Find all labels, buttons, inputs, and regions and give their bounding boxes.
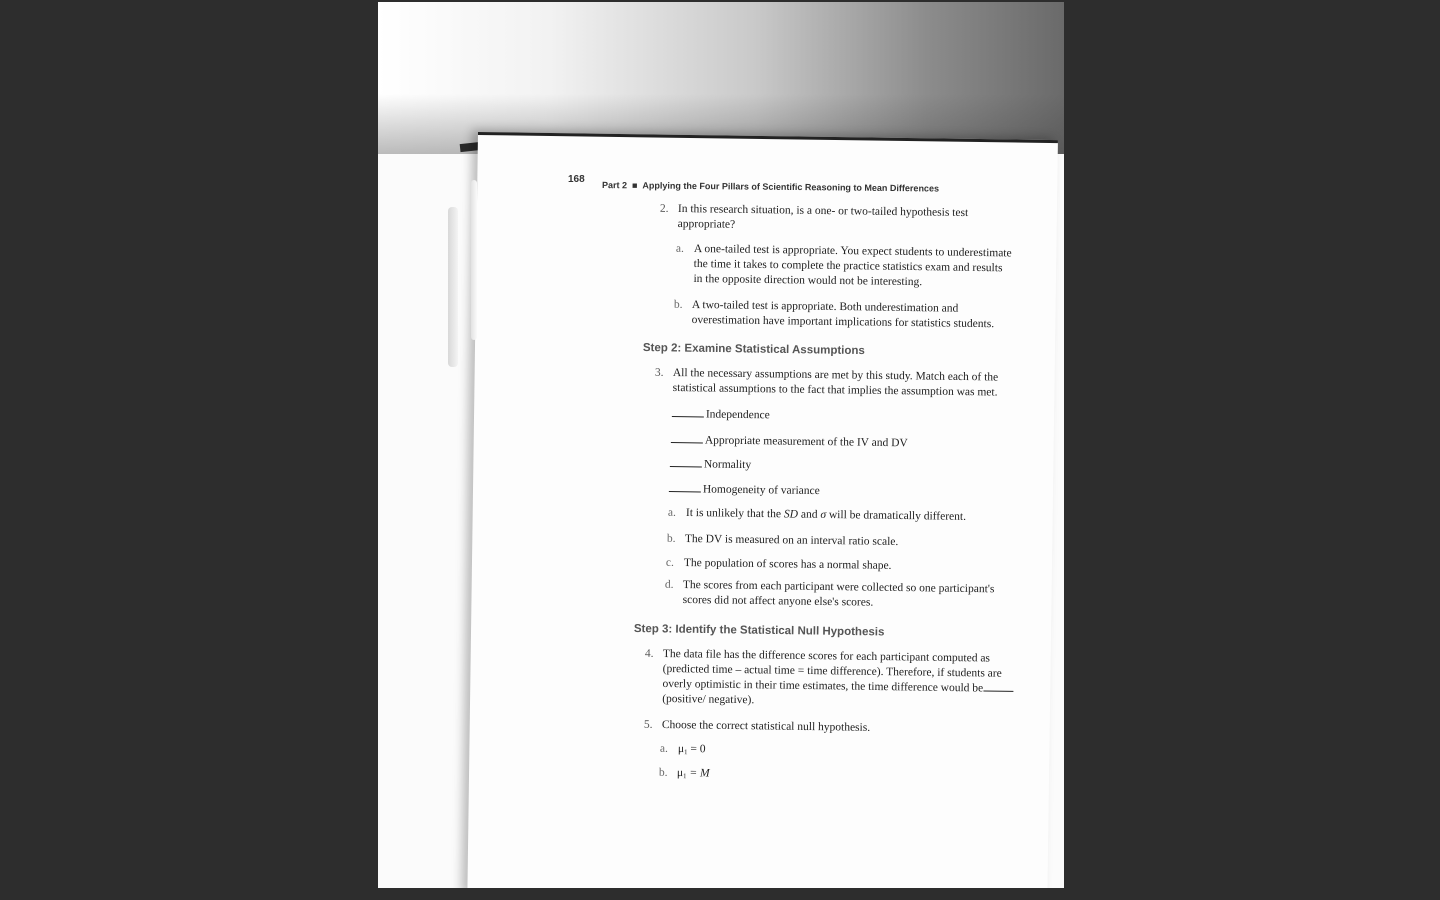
- option-label: b.: [673, 298, 683, 311]
- running-head-title: Applying the Four Pillars of Scientific Reasoning to Mean Differences: [642, 180, 940, 194]
- answer-blank[interactable]: [669, 491, 701, 492]
- question-number: 3.: [654, 366, 664, 379]
- hypothesis-rhs: = M: [689, 767, 710, 780]
- fact-c: [665, 556, 1024, 576]
- q5-option-a: [659, 742, 706, 760]
- q2-option-a: [675, 242, 1014, 291]
- assumption-label: Appropriate measurement of the IV and DV: [704, 434, 908, 450]
- question-number: 2.: [659, 202, 669, 215]
- fact-text: The DV is measured on an interval ratio scale.: [684, 532, 899, 548]
- running-head-separator: ■: [631, 180, 638, 191]
- question-text: In this research situation, is a one- or two-tailed hypothesis test appropriate?: [677, 202, 969, 231]
- assumption-label: Homogeneity of variance: [702, 483, 820, 498]
- q5-option-b: [658, 766, 710, 784]
- assumption-normality: [670, 457, 751, 473]
- page-content: [378, 2, 1064, 888]
- mu-symbol: μ: [676, 766, 684, 780]
- option-label: d.: [664, 578, 674, 591]
- q2-option-b: [673, 298, 1016, 333]
- fact-text: The population of scores has a normal shape.: [683, 556, 892, 572]
- answer-blank[interactable]: [672, 416, 704, 417]
- option-label: b.: [666, 532, 676, 545]
- option-text: A one-tailed test is appropriate. You expect students to underestimate the time it takes to complete the practice statistics exam and results in the opposite direction would not be interesting.: [693, 242, 1012, 289]
- assumption-measurement: [671, 433, 908, 451]
- question-2: [659, 202, 978, 236]
- mu-subscript: 1: [682, 772, 687, 781]
- option-text: A two-tailed test is appropriate. Both underestimation and overestimation have important implications for statistics students.: [691, 298, 995, 331]
- answer-blank[interactable]: [670, 466, 702, 467]
- question-text-post: (positive/ negative).: [662, 692, 755, 707]
- option-label: a.: [659, 742, 668, 755]
- hypothesis-rhs: = 0: [690, 743, 706, 756]
- step-3-heading: Step 3: Identify the Statistical Null Hypothesis: [633, 623, 885, 639]
- assumption-label: Normality: [703, 458, 752, 472]
- question-3: [654, 366, 1028, 401]
- running-head: [602, 180, 939, 194]
- fact-d: [664, 578, 1013, 613]
- page-number: 168: [568, 174, 585, 185]
- step-2-heading: Step 2: Examine Statistical Assumptions: [642, 342, 865, 358]
- assumption-homogeneity: [669, 482, 820, 499]
- question-number: 5.: [643, 718, 653, 731]
- answer-blank[interactable]: [983, 690, 1013, 691]
- scanned-page-image: [378, 2, 1064, 888]
- fact-text-mid: and: [797, 508, 821, 521]
- fact-a: [667, 506, 1026, 526]
- running-head-part: Part 2: [601, 180, 628, 191]
- question-text: Choose the correct statistical null hypothesis.: [661, 718, 871, 734]
- fact-text: The scores from each participant were collected so one participant's scores did not affect anyone else's scores.: [682, 578, 995, 609]
- sigma-symbol: σ: [820, 508, 827, 521]
- question-5: [643, 718, 962, 737]
- assumption-independence: [672, 407, 770, 423]
- fact-text-post: will be dramatically different.: [825, 508, 967, 523]
- mu-subscript: 1: [683, 748, 688, 757]
- option-label: c.: [665, 556, 674, 569]
- mu-symbol: μ: [677, 742, 685, 756]
- option-label: a.: [667, 506, 676, 519]
- question-text: All the necessary assumptions are met by this study. Match each of the statistical assumptions to the fact that implies the assumption was met.: [672, 366, 999, 399]
- answer-blank[interactable]: [671, 442, 703, 443]
- sd-symbol: SD: [783, 508, 799, 521]
- fact-text-pre: It is unlikely that the: [685, 506, 785, 521]
- question-number: 4.: [644, 647, 654, 660]
- question-4: [644, 647, 1023, 712]
- option-label: a.: [675, 242, 684, 255]
- question-text-pre: The data file has the difference scores for each participant computed as (predicted time – actual time = time difference). Therefore, if students are overly optimistic in their time estimates, the time difference would be: [662, 647, 1002, 695]
- option-label: b.: [658, 766, 668, 779]
- assumption-label: Independence: [705, 408, 770, 422]
- fact-b: [666, 532, 1025, 552]
